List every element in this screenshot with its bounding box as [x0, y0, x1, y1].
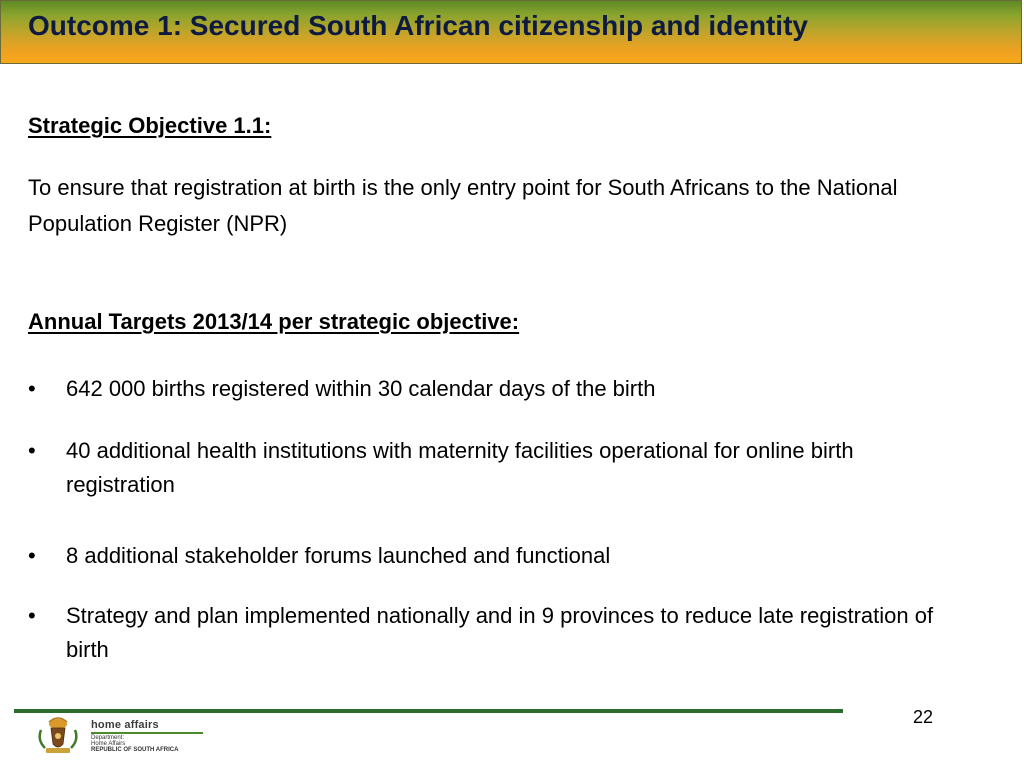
coat-of-arms-icon: [33, 716, 83, 756]
bullet: •: [28, 543, 36, 568]
list-item: [28, 372, 968, 406]
target-text: Strategy and plan implemented nationally and in 9 provinces to reduce late registration of birth: [66, 603, 934, 662]
objective-text: To ensure that registration at birth is the only entry point for South Africans to the National Population Register (NPR): [28, 175, 898, 236]
target-text: 642 000 births registered within 30 calendar days of the birth: [66, 376, 656, 401]
bullet: •: [28, 376, 36, 401]
list-item: [28, 434, 968, 502]
home-affairs-logo: [33, 716, 213, 756]
title-bar: [0, 0, 1022, 64]
bullet: •: [28, 603, 36, 628]
list-item: [28, 599, 968, 667]
logo-line-department: Department:: [91, 735, 125, 741]
logo-rule: [91, 732, 203, 734]
page-number: 22: [913, 707, 934, 727]
bullet: •: [28, 438, 36, 463]
objective-heading: Strategic Objective 1.1:: [28, 113, 272, 138]
logo-line-home-affairs: Home Affairs: [91, 741, 126, 747]
target-text: 8 additional stakeholder forums launched and functional: [66, 543, 611, 568]
targets-heading: Annual Targets 2013/14 per strategic objective:: [28, 309, 520, 334]
slide-title: Outcome 1: Secured South African citizenship and identity: [28, 10, 808, 41]
logo-line-republic: REPUBLIC OF SOUTH AFRICA: [91, 747, 179, 753]
footer-rule: [14, 709, 843, 713]
list-item: [28, 539, 968, 573]
target-text: 40 additional health institutions with maternity facilities operational for online birth registration: [66, 438, 854, 497]
logo-title: home affairs: [91, 719, 159, 731]
